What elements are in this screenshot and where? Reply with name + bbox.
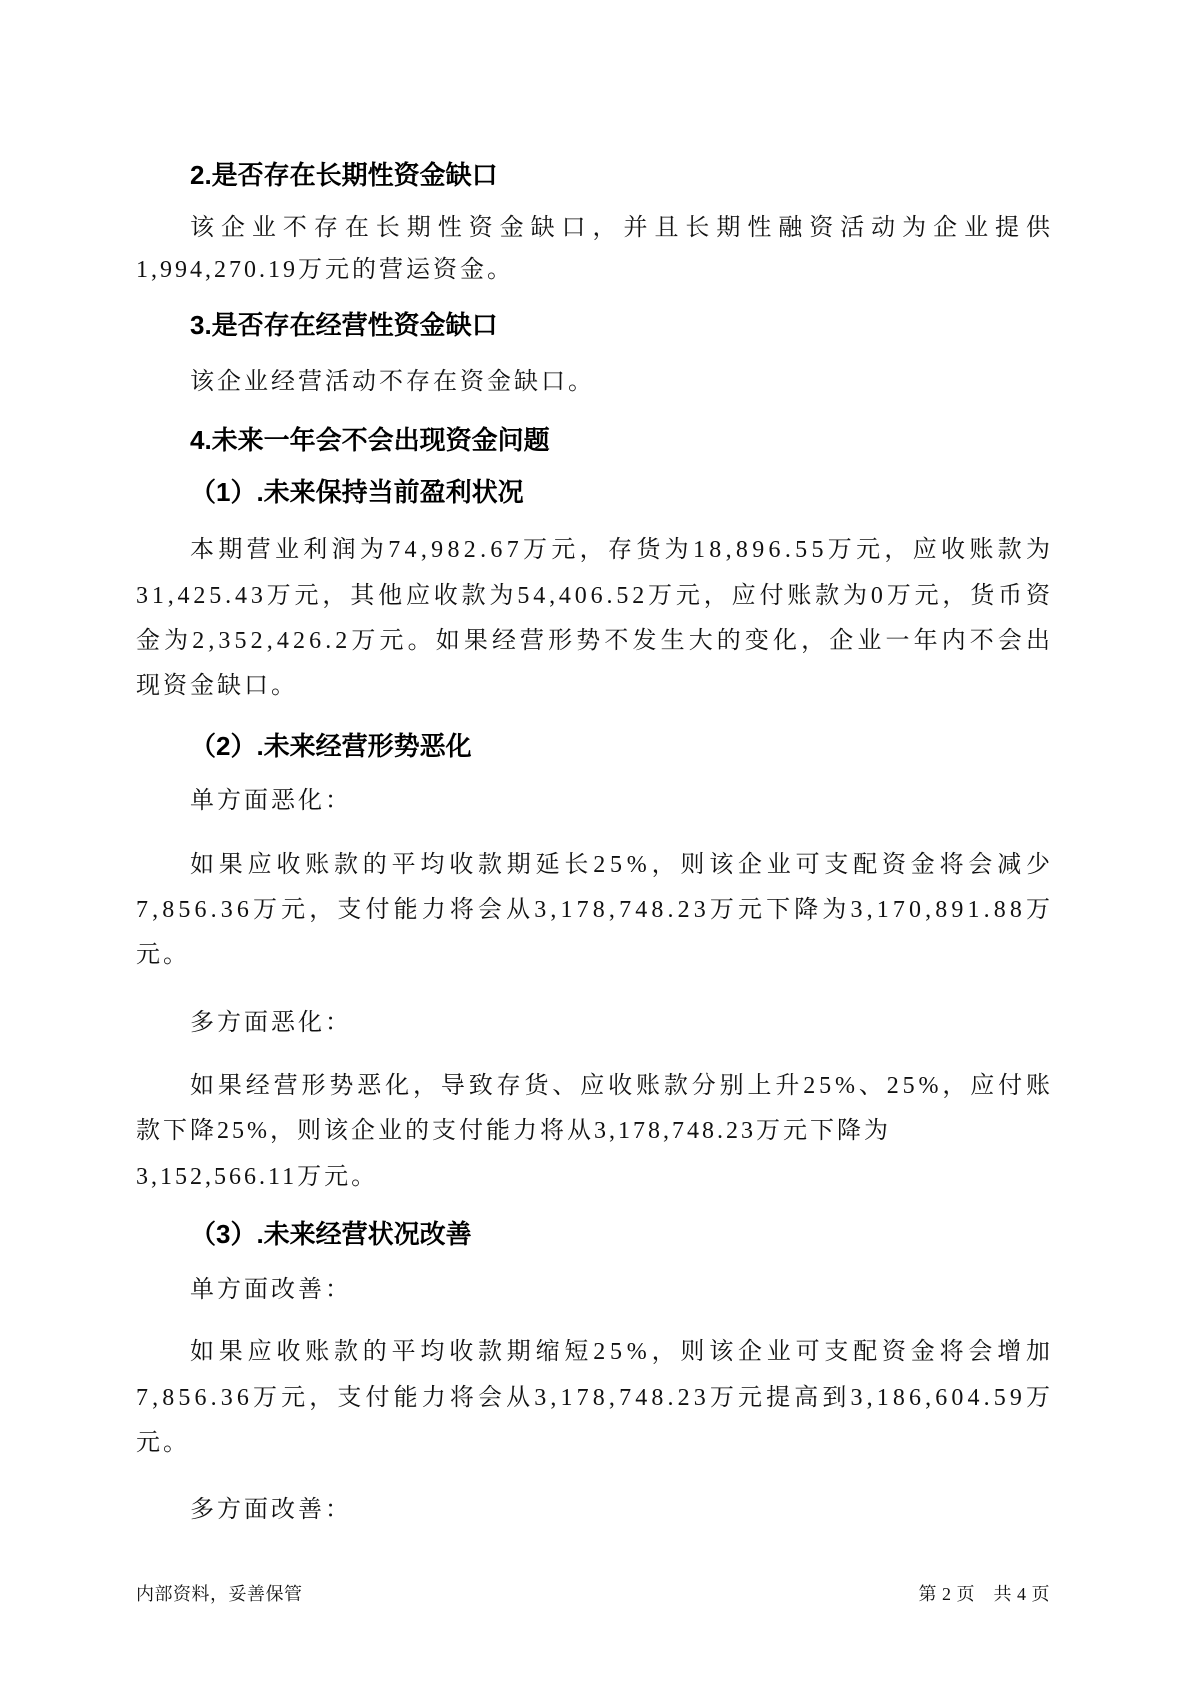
single-deterioration-paragraph-line: 7,856.36万元，支付能力将会从3,178,748.23万元下降为3,170,891.88万 bbox=[136, 897, 1055, 923]
multi-deterioration-label: 多方面恶化： bbox=[190, 1010, 352, 1036]
footer-confidentiality-note: 内部资料，妥善保管 bbox=[136, 1584, 303, 1604]
subsection-improvement-heading: （3）.未来经营状况改善 bbox=[190, 1219, 472, 1249]
section-3-heading: 3.是否存在经营性资金缺口 bbox=[190, 310, 498, 340]
single-improvement-paragraph-line: 元。 bbox=[136, 1430, 190, 1456]
single-improvement-label: 单方面改善： bbox=[190, 1277, 352, 1303]
multi-deterioration-paragraph-line: 3,152,566.11万元。 bbox=[136, 1164, 379, 1190]
current-profit-paragraph-line: 现资金缺口。 bbox=[136, 673, 298, 699]
footer-page-number: 第 2 页 共 4 页 bbox=[918, 1584, 1050, 1604]
section-4-heading: 4.未来一年会不会出现资金问题 bbox=[190, 425, 550, 455]
single-deterioration-paragraph-line: 元。 bbox=[136, 942, 190, 968]
single-deterioration-paragraph-line: 如果应收账款的平均收款期延长25%，则该企业可支配资金将会减少 bbox=[190, 852, 1055, 878]
multi-deterioration-paragraph-line: 如果经营形势恶化，导致存货、应收账款分别上升25%、25%，应付账 bbox=[190, 1073, 1054, 1099]
single-improvement-paragraph-line: 7,856.36万元，支付能力将会从3,178,748.23万元提高到3,186,604.59万 bbox=[136, 1385, 1055, 1411]
single-improvement-paragraph-line: 如果应收账款的平均收款期缩短25%，则该企业可支配资金将会增加 bbox=[190, 1339, 1055, 1365]
subsection-deterioration-heading: （2）.未来经营形势恶化 bbox=[190, 731, 472, 761]
single-deterioration-label: 单方面恶化： bbox=[190, 788, 352, 814]
subsection-current-profit-heading: （1）.未来保持当前盈利状况 bbox=[190, 477, 524, 507]
section-2-paragraph-line: 1,994,270.19万元的营运资金。 bbox=[136, 257, 514, 283]
current-profit-paragraph-line: 31,425.43万元，其他应收款为54,406.52万元，应付账款为0万元，货币资 bbox=[136, 583, 1054, 609]
section-3-paragraph-line: 该企业经营活动不存在资金缺口。 bbox=[190, 369, 595, 395]
multi-deterioration-paragraph-line: 款下降25%，则该企业的支付能力将从3,178,748.23万元下降为 bbox=[136, 1118, 891, 1144]
current-profit-paragraph-line: 金为2,352,426.2万元。如果经营形势不发生大的变化，企业一年内不会出 bbox=[136, 628, 1055, 654]
multi-improvement-label: 多方面改善： bbox=[190, 1497, 352, 1523]
current-profit-paragraph-line: 本期营业利润为74,982.67万元，存货为18,896.55万元，应收账款为 bbox=[190, 537, 1055, 563]
section-2-heading: 2.是否存在长期性资金缺口 bbox=[190, 160, 498, 190]
section-2-paragraph-line: 该企业不存在长期性资金缺口，并且长期性融资活动为企业提供 bbox=[190, 215, 1057, 241]
